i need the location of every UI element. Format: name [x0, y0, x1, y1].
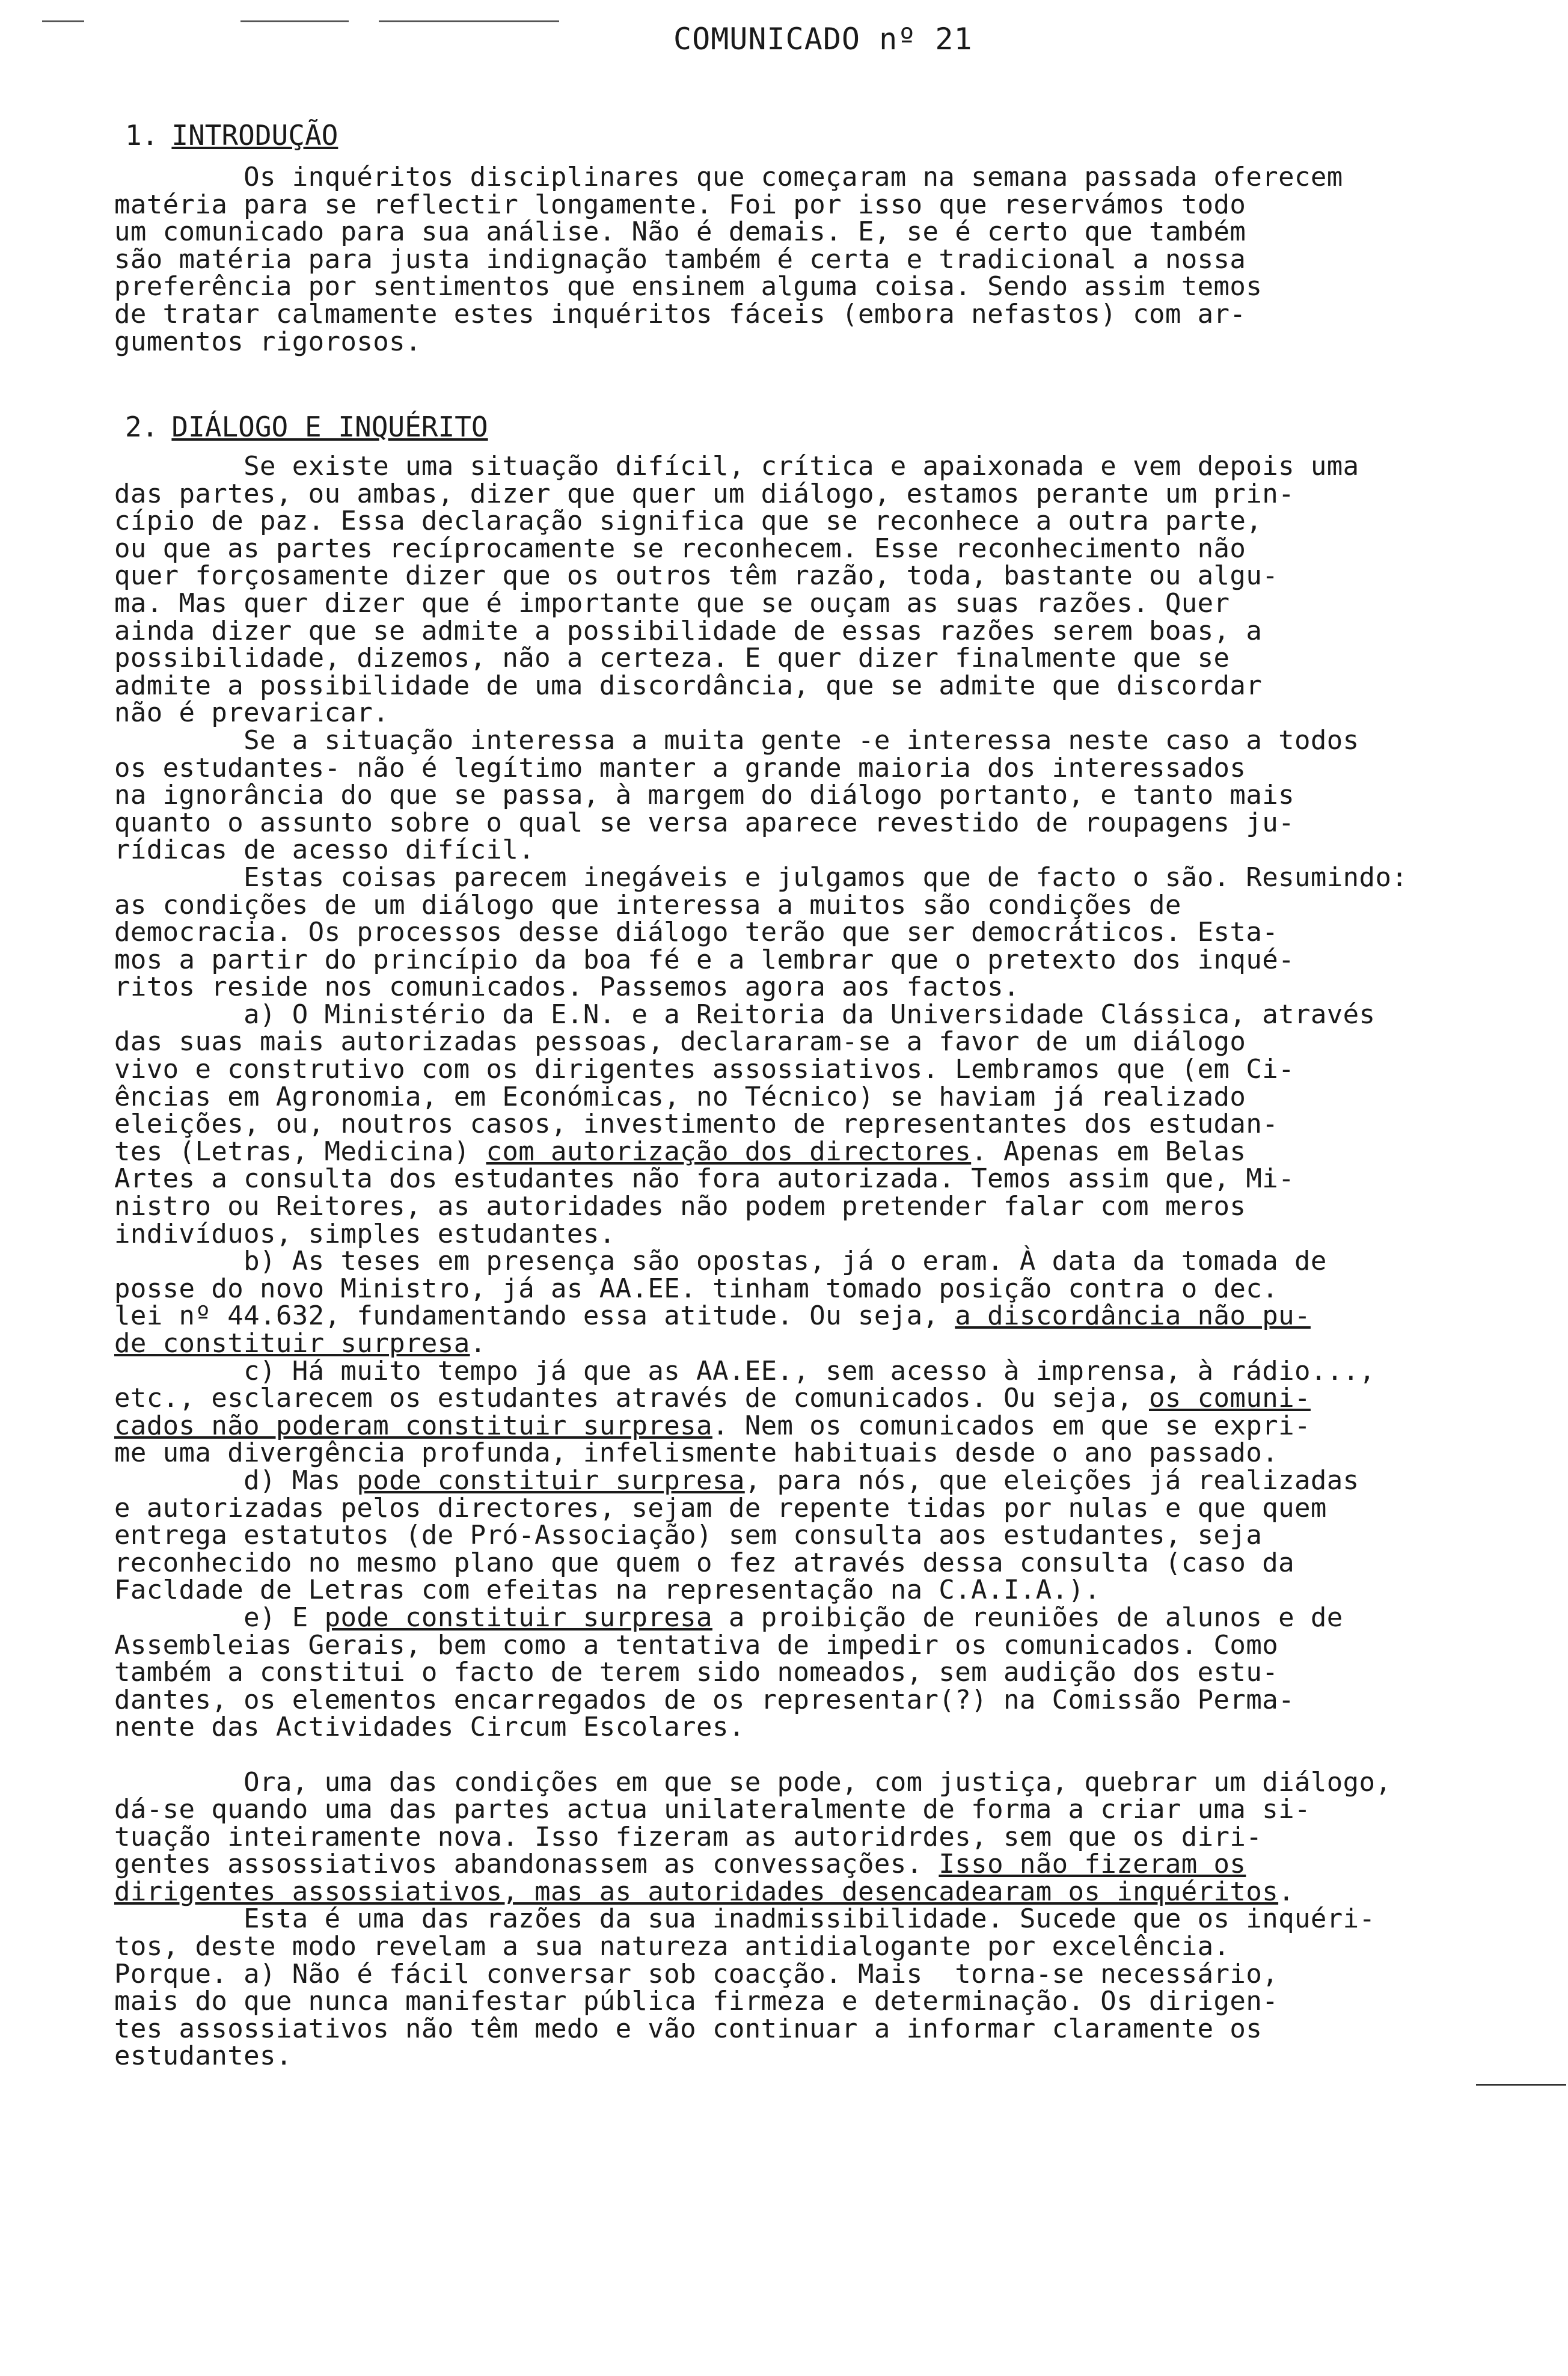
document-title: COMUNICADO nº 21 — [673, 22, 973, 57]
text-line — [114, 1659, 1407, 1686]
text-segment: Artes a consulta dos estudantes não fora autorizada. Temos assim que, Mi- — [114, 1163, 1294, 1195]
text-line — [114, 1933, 1407, 1961]
text-line — [114, 2042, 1407, 2070]
text-line — [114, 273, 1343, 301]
text-segment: dantes, os elementos encarregados de os representar(?) na Comissão Perma- — [114, 1684, 1294, 1715]
text-line — [114, 1492, 1407, 1523]
text-line — [114, 1629, 1407, 1661]
text-segment: Facldade de Letras com efeitas na representação na C.A.I.A.). — [114, 1575, 1101, 1606]
text-line — [114, 1165, 1407, 1193]
text-line — [114, 1275, 1407, 1303]
text-segment: . — [1278, 1876, 1294, 1907]
text-line — [114, 1467, 1407, 1495]
text-segment: não é prevaricar. — [114, 697, 390, 729]
text-segment: ou que as partes recíprocamente se reconhecem. Esse reconhecimento não — [114, 533, 1246, 564]
text-segment: e) E — [114, 1602, 325, 1633]
text-segment: e autorizadas pelos directores, sejam de repente tidas por nulas e que quem — [114, 1492, 1327, 1523]
text-segment: gumentos rigorosos. — [114, 326, 421, 357]
text-segment: Assembleias Gerais, bem como a tentativa de impedir os comunicados. Como — [114, 1629, 1279, 1661]
text-line — [114, 1138, 1407, 1166]
text-line — [114, 1823, 1407, 1851]
text-segment: b) As teses em presença são opostas, já o eram. À data da tomada de — [114, 1246, 1327, 1277]
text-line — [114, 645, 1407, 672]
text-segment: dá-se quando uma das partes actua unilateralmente de forma a criar uma si- — [114, 1794, 1311, 1825]
text-line — [114, 1355, 1407, 1386]
text-segment: Os inquéritos disciplinares que começaram na semana passada oferecem — [114, 162, 1343, 192]
text-segment: Ora, uma das condições em que se pode, com justiça, quebrar um diálogo, — [114, 1766, 1392, 1798]
text-segment: gentes assossiativos abandonassem as convessações. — [114, 1849, 939, 1880]
underlined-text: dirigentes assossiativos, mas as autoridades desencadearam os inquéritos — [114, 1876, 1279, 1907]
text-segment: possibilidade, dizemos, não a certeza. E quer dizer finalmente que se — [114, 643, 1230, 674]
text-line — [114, 1878, 1407, 1906]
text-segment: Esta é uma das razões da sua inadmissibilidade. Sucede que os inquéri- — [114, 1903, 1376, 1935]
text-line — [114, 1604, 1407, 1632]
text-line — [114, 1549, 1407, 1577]
text-segment: ências em Agronomia, em Económicas, no Técnico) se haviam já realizado — [114, 1081, 1246, 1112]
text-segment: tuação inteiramente nova. Isso fizeram as autoridrdes, sem que os diri- — [114, 1821, 1263, 1852]
text-line — [114, 562, 1407, 590]
underlined-text: Isso não fizeram os — [939, 1849, 1246, 1880]
text-line — [114, 1439, 1407, 1467]
text-segment: me uma divergência profunda, infelismente habituais desde o ano passado. — [114, 1438, 1279, 1469]
text-line — [114, 617, 1407, 645]
text-segment: preferência por sentimentos que ensinem alguma coisa. Sendo assim temos — [114, 271, 1263, 302]
underlined-text: a discordância não pu- — [955, 1300, 1311, 1332]
text-line — [114, 724, 1407, 756]
text-segment: rídicas de acesso difícil. — [114, 834, 535, 866]
text-segment: nistro ou Reitores, as autoridades não podem pretender falar com meros — [114, 1191, 1246, 1222]
text-segment: c) Há muito tempo já que as AA.EE., sem acesso à imprensa, à rádio..., — [114, 1355, 1376, 1386]
text-segment: tes (Letras, Medicina) — [114, 1136, 486, 1167]
text-segment: admite a possibilidade de uma discordância, que se admite que discordar — [114, 670, 1263, 701]
text-line — [114, 1741, 1407, 1769]
text-line — [114, 587, 1407, 619]
text-line — [114, 864, 1407, 892]
text-segment: a) O Ministério da E.N. e a Reitoria da Universidade Clássica, através — [114, 999, 1376, 1030]
text-segment: reconhecido no mesmo plano que quem o fez através dessa consulta (caso da — [114, 1547, 1294, 1578]
text-line — [114, 1083, 1407, 1111]
text-line — [114, 164, 1343, 191]
text-segment: matéria para se reflectir longamente. Foi por isso que reservámos todo — [114, 189, 1246, 220]
text-segment: as condições de um diálogo que interessa a muitos são condições de — [114, 889, 1181, 920]
section-title: DIÁLOGO E INQUÉRITO — [171, 411, 488, 443]
text-segment: vivo e construtivo com os dirigentes assossiativos. Lembramos que (em Ci- — [114, 1054, 1294, 1085]
text-line — [114, 507, 1407, 535]
text-segment: entrega estatutos (de Pró-Associação) sem consulta aos estudantes, seja — [114, 1520, 1263, 1551]
text-segment: ma. Mas quer dizer que é importante que se ouçam as suas razões. Quer — [114, 587, 1230, 619]
text-segment: Se existe uma situação difícil, crítica e apaixonada e vem depois uma — [114, 451, 1359, 482]
text-line — [114, 1713, 1407, 1741]
text-segment: mais do que nunca manifestar pública firmeza e determinação. Os dirigen- — [114, 1986, 1279, 2017]
text-line — [114, 1028, 1407, 1056]
text-line — [114, 1302, 1407, 1330]
text-line — [114, 218, 1343, 246]
margin-rule — [1476, 2084, 1566, 2086]
text-segment: também a constitui o facto de terem sido nomeados, sem audição dos estu- — [114, 1657, 1279, 1688]
text-segment: quer forçosamente dizer que os outros têm razão, toda, bastante ou algu- — [114, 560, 1279, 592]
text-line — [114, 243, 1343, 275]
text-segment: ainda dizer que se admite a possibilidade de essas razões serem boas, a — [114, 615, 1263, 646]
text-line — [114, 919, 1407, 946]
text-segment: ritos reside nos comunicados. Passemos agora aos factos. — [114, 972, 1020, 1003]
text-segment: quanto o assunto sobre o qual se versa aparece revestido de roupagens ju- — [114, 807, 1294, 838]
text-line — [114, 1958, 1407, 1989]
text-line — [114, 480, 1407, 508]
section-2-heading — [125, 411, 488, 443]
underlined-text: com autorização dos directores — [486, 1136, 972, 1167]
text-segment: etc., esclarecem os estudantes através de comunicados. Ou seja, — [114, 1383, 1149, 1414]
text-line — [114, 672, 1407, 700]
text-segment: tos, deste modo revelam a sua natureza antidialogante por excelência. — [114, 1931, 1230, 1962]
text-segment: são matéria para justa indignação também é certa e tradicional a nossa — [114, 243, 1246, 275]
text-segment: indivíduos, simples estudantes. — [114, 1218, 616, 1249]
text-line — [114, 1110, 1407, 1138]
section-number: 1. — [125, 119, 159, 152]
underlined-text: de constituir surpresa — [114, 1328, 470, 1359]
text-line — [114, 1576, 1407, 1604]
underlined-text: pode constituir surpresa — [324, 1602, 712, 1633]
text-segment: Se a situação interessa a muita gente -e interessa neste caso a todos — [114, 724, 1359, 756]
section-1-heading — [125, 119, 338, 152]
text-segment: na ignorância do que se passa, à margem do diálogo portanto, e tanto mais — [114, 780, 1294, 811]
text-line — [114, 1988, 1407, 2015]
text-line — [114, 1330, 1407, 1358]
text-segment: nente das Actividades Circum Escolares. — [114, 1712, 745, 1743]
text-segment: . Apenas em Belas — [971, 1136, 1246, 1167]
text-line — [114, 1905, 1407, 1933]
text-segment: cípio de paz. Essa declaração significa que se reconhece a outra parte, — [114, 506, 1263, 537]
text-segment: estudantes. — [114, 2041, 292, 2072]
text-line — [114, 1851, 1407, 1878]
text-segment: Porque. a) Não é fácil conversar sob coacção. Mais torna-se necessário, — [114, 1958, 1279, 1989]
text-segment: eleições, ou, noutros casos, investimento de representantes dos estudan- — [114, 1109, 1279, 1140]
section-number: 2. — [125, 411, 159, 443]
text-line — [114, 836, 1407, 864]
text-line — [114, 1056, 1407, 1083]
text-line — [114, 1412, 1407, 1440]
text-line — [114, 1796, 1407, 1823]
text-line — [114, 889, 1407, 920]
text-segment: d) Mas — [114, 1465, 357, 1496]
text-line — [114, 1766, 1407, 1798]
text-segment: Estas coisas parecem inegáveis e julgamos que de facto o são. Resumindo: — [114, 862, 1408, 893]
text-line — [114, 1193, 1407, 1220]
text-line — [114, 809, 1407, 837]
text-segment: . — [470, 1328, 486, 1359]
text-line — [114, 946, 1407, 974]
text-segment: mos a partir do princípio da boa fé e a lembrar que o pretexto dos inqué- — [114, 944, 1294, 975]
underlined-text: os comuni- — [1148, 1383, 1311, 1414]
text-line — [114, 535, 1407, 563]
text-line — [114, 1001, 1407, 1029]
section-2-body — [114, 453, 1407, 2070]
text-line — [114, 973, 1407, 1001]
text-line — [114, 699, 1407, 727]
text-line — [114, 752, 1407, 783]
text-segment: lei nº 44.632, fundamentando essa atitude. Ou seja, — [114, 1300, 955, 1332]
text-segment: tes assossiativos não têm medo e vão continuar a informar claramente os — [114, 2013, 1263, 2044]
text-line — [114, 1522, 1407, 1549]
text-line — [114, 1248, 1407, 1275]
text-line — [114, 1686, 1407, 1714]
text-segment: das suas mais autorizadas pessoas, declararam-se a favor de um diálogo — [114, 1026, 1246, 1058]
underlined-text: pode constituir surpresa — [357, 1465, 745, 1496]
text-segment: das partes, ou ambas, dizer que quer um diálogo, estamos perante um prin- — [114, 478, 1294, 509]
text-segment: democracia. Os processos desse diálogo terão que ser democráticos. Esta- — [114, 917, 1279, 948]
text-line — [114, 298, 1343, 329]
text-line — [114, 1220, 1407, 1248]
text-line — [114, 453, 1407, 480]
text-line — [114, 782, 1407, 809]
text-segment: os estudantes- não é legítimo manter a grande maioria dos interessados — [114, 752, 1246, 783]
text-segment: de tratar calmamente estes inquéritos fáceis (embora nefastos) com ar- — [114, 298, 1246, 329]
text-segment: . Nem os comunicados em que se expri- — [712, 1410, 1311, 1441]
text-line — [114, 328, 1343, 356]
text-segment: um comunicado para sua análise. Não é demais. E, se é certo que também — [114, 216, 1246, 248]
text-segment — [114, 1739, 130, 1770]
text-line — [114, 191, 1343, 219]
text-line — [114, 1385, 1407, 1412]
section-1-body — [114, 164, 1343, 355]
text-segment: a proibição de reuniões de alunos e de — [712, 1602, 1343, 1633]
section-title: INTRODUÇÃO — [171, 119, 338, 152]
text-segment: posse do novo Ministro, já as AA.EE. tinham tomado posição contra o dec. — [114, 1273, 1279, 1304]
underlined-text: cados não poderam constituir surpresa — [114, 1410, 712, 1441]
text-line — [114, 2015, 1407, 2043]
text-segment: , para nós, que eleições já realizadas — [744, 1465, 1359, 1496]
